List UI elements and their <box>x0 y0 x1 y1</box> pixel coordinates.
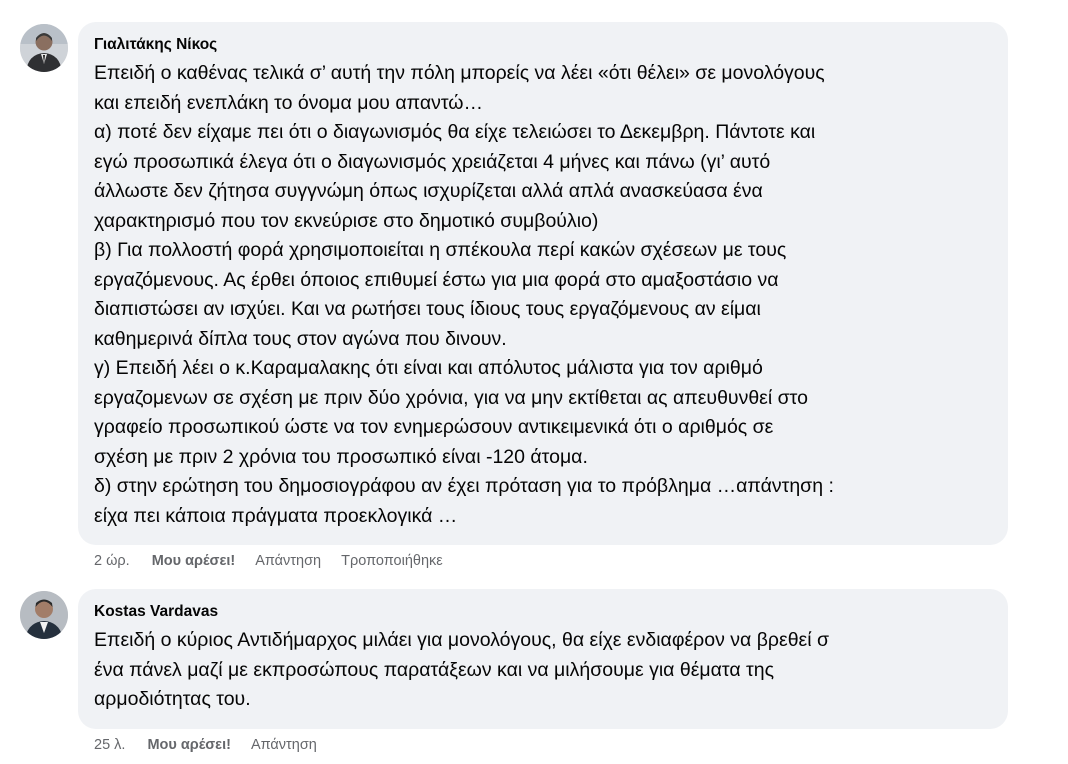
comment-text-line: δ) στην ερώτηση του δημοσιογράφου αν έχει πρόταση για το πρόβλημα …απάντηση : <box>94 475 834 497</box>
comment-timestamp[interactable]: 2 ώρ. <box>94 553 130 569</box>
comment-timestamp[interactable]: 25 λ. <box>94 736 126 753</box>
comment-text-line: και επειδή ενεπλάκη το όνομα μου απαντώ… <box>94 91 484 114</box>
comment-text-line: διαπιστώσει αν ισχύει. Και να ρωτήσει τους ίδιους τους εργαζόμενους αν είμαι <box>94 298 761 320</box>
comment-text-line: Επειδή ο κύριος Αντιδήμαρχος μιλάει για μονολόγους, θα είχε ενδιαφέρον να βρεθεί σ <box>94 629 830 651</box>
comment-text-line: α) ποτέ δεν είχαμε πει ότι ο διαγωνισμός θα είχε τελειώσει το Δεκεμβρη. Πάντοτε και <box>94 121 816 143</box>
reply-button[interactable]: Απάντηση <box>255 553 322 569</box>
reply-button[interactable]: Απάντηση <box>250 736 317 753</box>
edited-label[interactable]: Τροποποιήθηκε <box>341 553 443 569</box>
comment <box>20 589 1068 755</box>
comment-text-line: εργαζομενων σε σχέση με πριν δύο χρόνια, για να μην εκτίθεται ας απευθυνθεί στο <box>94 386 808 409</box>
comment-text-line: άλλωστε δεν ζήτησα συγγνώμη όπως ισχυρίζεται αλλά απλά ανασκεύασα ένα <box>94 180 763 202</box>
comment-actions <box>78 551 1008 571</box>
comment-text-line: εγώ προσωπικά έλεγα ότι ο διαγωνισμός χρειάζεται 4 μήνες και πάνω (γι’ αυτό <box>94 150 771 173</box>
like-button[interactable]: Μου αρέσει! <box>151 553 236 569</box>
comment-text-line: σχέση με πριν 2 χρόνια του προσωπικό είναι -120 άτομα. <box>94 445 588 468</box>
comment-text-line: γ) Επειδή λέει ο κ.Καραμαλακης ότι είναι και απόλυτος μάλιστα για τον αριθμό <box>94 357 763 379</box>
comment-text-line: εργαζόμενους. Ας έρθει όποιος επιθυμεί έστω για μια φορά στο αμαξοστάσιο να <box>94 268 779 291</box>
comment-text-line: αρμοδιότητας του. <box>94 688 251 710</box>
comment-actions <box>78 735 1008 755</box>
comment-text <box>94 59 994 531</box>
comment-text-line: Επειδή ο καθένας τελικά σ’ αυτή την πόλη μπορείς να λέει «ότι θέλει» σε μονολόγους <box>94 62 825 84</box>
avatar[interactable] <box>20 24 68 72</box>
comment-author[interactable]: Γιαλιτάκης Νίκος <box>94 36 218 53</box>
comment-author[interactable]: Kostas Vardavas <box>94 603 219 620</box>
comment <box>20 22 1068 571</box>
comment-text-line: χαρακτηρισμό που τον εκνεύρισε στο δημοτικό συμβούλιο) <box>94 209 599 232</box>
user-avatar-icon <box>20 24 68 72</box>
avatar[interactable] <box>20 591 68 639</box>
user-avatar-icon <box>20 591 68 639</box>
comment-text <box>94 626 994 715</box>
comment-text-line: ένα πάνελ μαζί με εκπροσώπους παρατάξεων και να μιλήσουμε για θέματα της <box>94 658 774 681</box>
like-button[interactable]: Μου αρέσει! <box>147 736 231 753</box>
comment-text-line: β) Για πολλοστή φορά χρησιμοποιείται η σπέκουλα περί κακών σχέσεων με τους <box>94 239 787 261</box>
comment-text-line: είχα πει κάποια πράγματα προεκλογικά … <box>94 504 458 527</box>
comment-bubble <box>78 589 1008 729</box>
comment-bubble <box>78 22 1008 545</box>
comment-text-line: καθημερινά δίπλα τους στον αγώνα που δινουν. <box>94 327 507 350</box>
comment-text-line: γραφείο προσωπικού ώστε να τον ενημερώσουν αντικειμενικά ότι ο αριθμός σε <box>94 416 774 438</box>
